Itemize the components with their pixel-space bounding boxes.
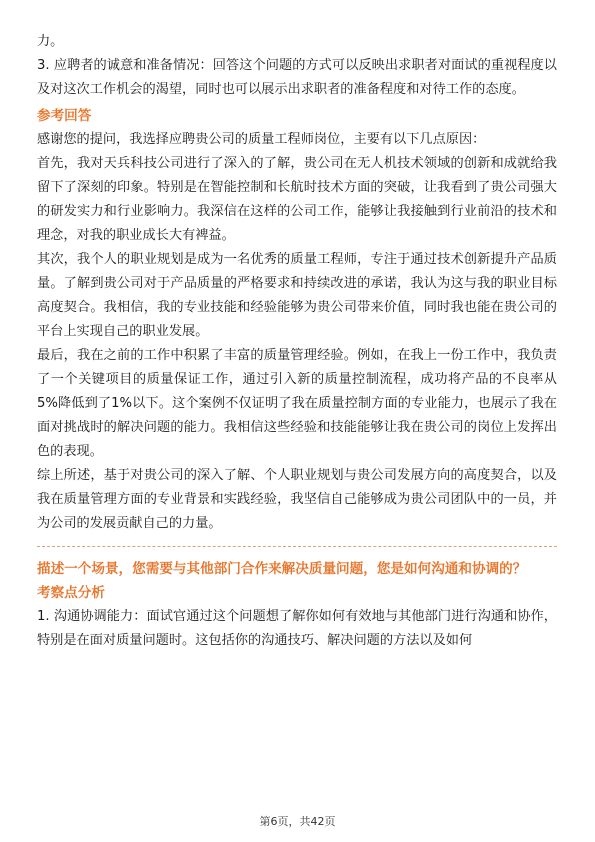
- answer-paragraph-summary: 综上所述，基于对贵公司的深入了解、个人职业规划与贵公司发展方向的高度契合，以及我在质量管理方面的专业背景和实践经验，我坚信自己能够成为贵公司团队中的一员，并为公司的发展贡献自己的力量。: [37, 468, 557, 531]
- question-title: 描述一个场景，您需要与其他部门合作来解决质量问题，您是如何沟通和协调的？: [37, 561, 527, 577]
- analysis-paragraph-1: 1. 沟通协调能力：面试官通过这个问题想了解你如何有效地与其他部门进行沟通和协作，特别是在面对质量问题时。这包括你的沟通技巧、解决问题的方法以及如何: [37, 609, 557, 648]
- paragraph-point-3: 3. 应聘者的诚意和准备情况：回答这个问题的方式可以反映出求职者对面试的重视程度以及对这次工作机会的渴望，同时也可以展示出求职者的准备程度和对待工作的态度。: [37, 58, 557, 97]
- answer-paragraph-first: 首先，我对天兵科技公司进行了深入的了解，贵公司在无人机技术领域的创新和成就给我留下了深刻的印象。特别是在智能控制和长航时技术方面的突破，让我看到了贵公司强大的研发实力和行业影响力。我深信在这样的公司工作，能够让我接触到行业前沿的技术和理念，对我的职业成长大有裨益。: [37, 156, 557, 243]
- paragraph-continuation: 力。: [37, 34, 64, 49]
- answer-heading: 参考回答: [37, 108, 92, 124]
- answer-paragraph-third: 最后，我在之前的工作中积累了丰富的质量管理经验。例如，在我上一份工作中，我负责了一个关键项目的质量保证工作，通过引入新的质量控制流程，成功将产品的不良率从5%降低到了1%以下。这个案例不仅证明了我在质量控制方面的专业能力，也展示了我在面对挑战时的解决问题的能力。我相信这些经验和技能能够让我在贵公司的岗位上发挥出色的表现。: [37, 348, 557, 459]
- section-divider: [37, 546, 557, 547]
- answer-paragraph-second: 其次，我个人的职业规划是成为一名优秀的质量工程师，专注于通过技术创新提升产品质量。了解到贵公司对于产品质量的严格要求和持续改进的承诺，我认为这与我的职业目标高度契合。我相信，我的专业技能和经验能够为贵公司带来价值，同时我也能在贵公司的平台上实现自己的职业发展。: [37, 252, 557, 339]
- page-footer: 第6页，共42页: [259, 815, 336, 828]
- analysis-heading: 考察点分析: [37, 585, 105, 601]
- answer-paragraph-intro: 感谢您的提问，我选择应聘贵公司的质量工程师岗位，主要有以下几点原因：: [37, 132, 486, 147]
- page-content: [37, 30, 557, 653]
